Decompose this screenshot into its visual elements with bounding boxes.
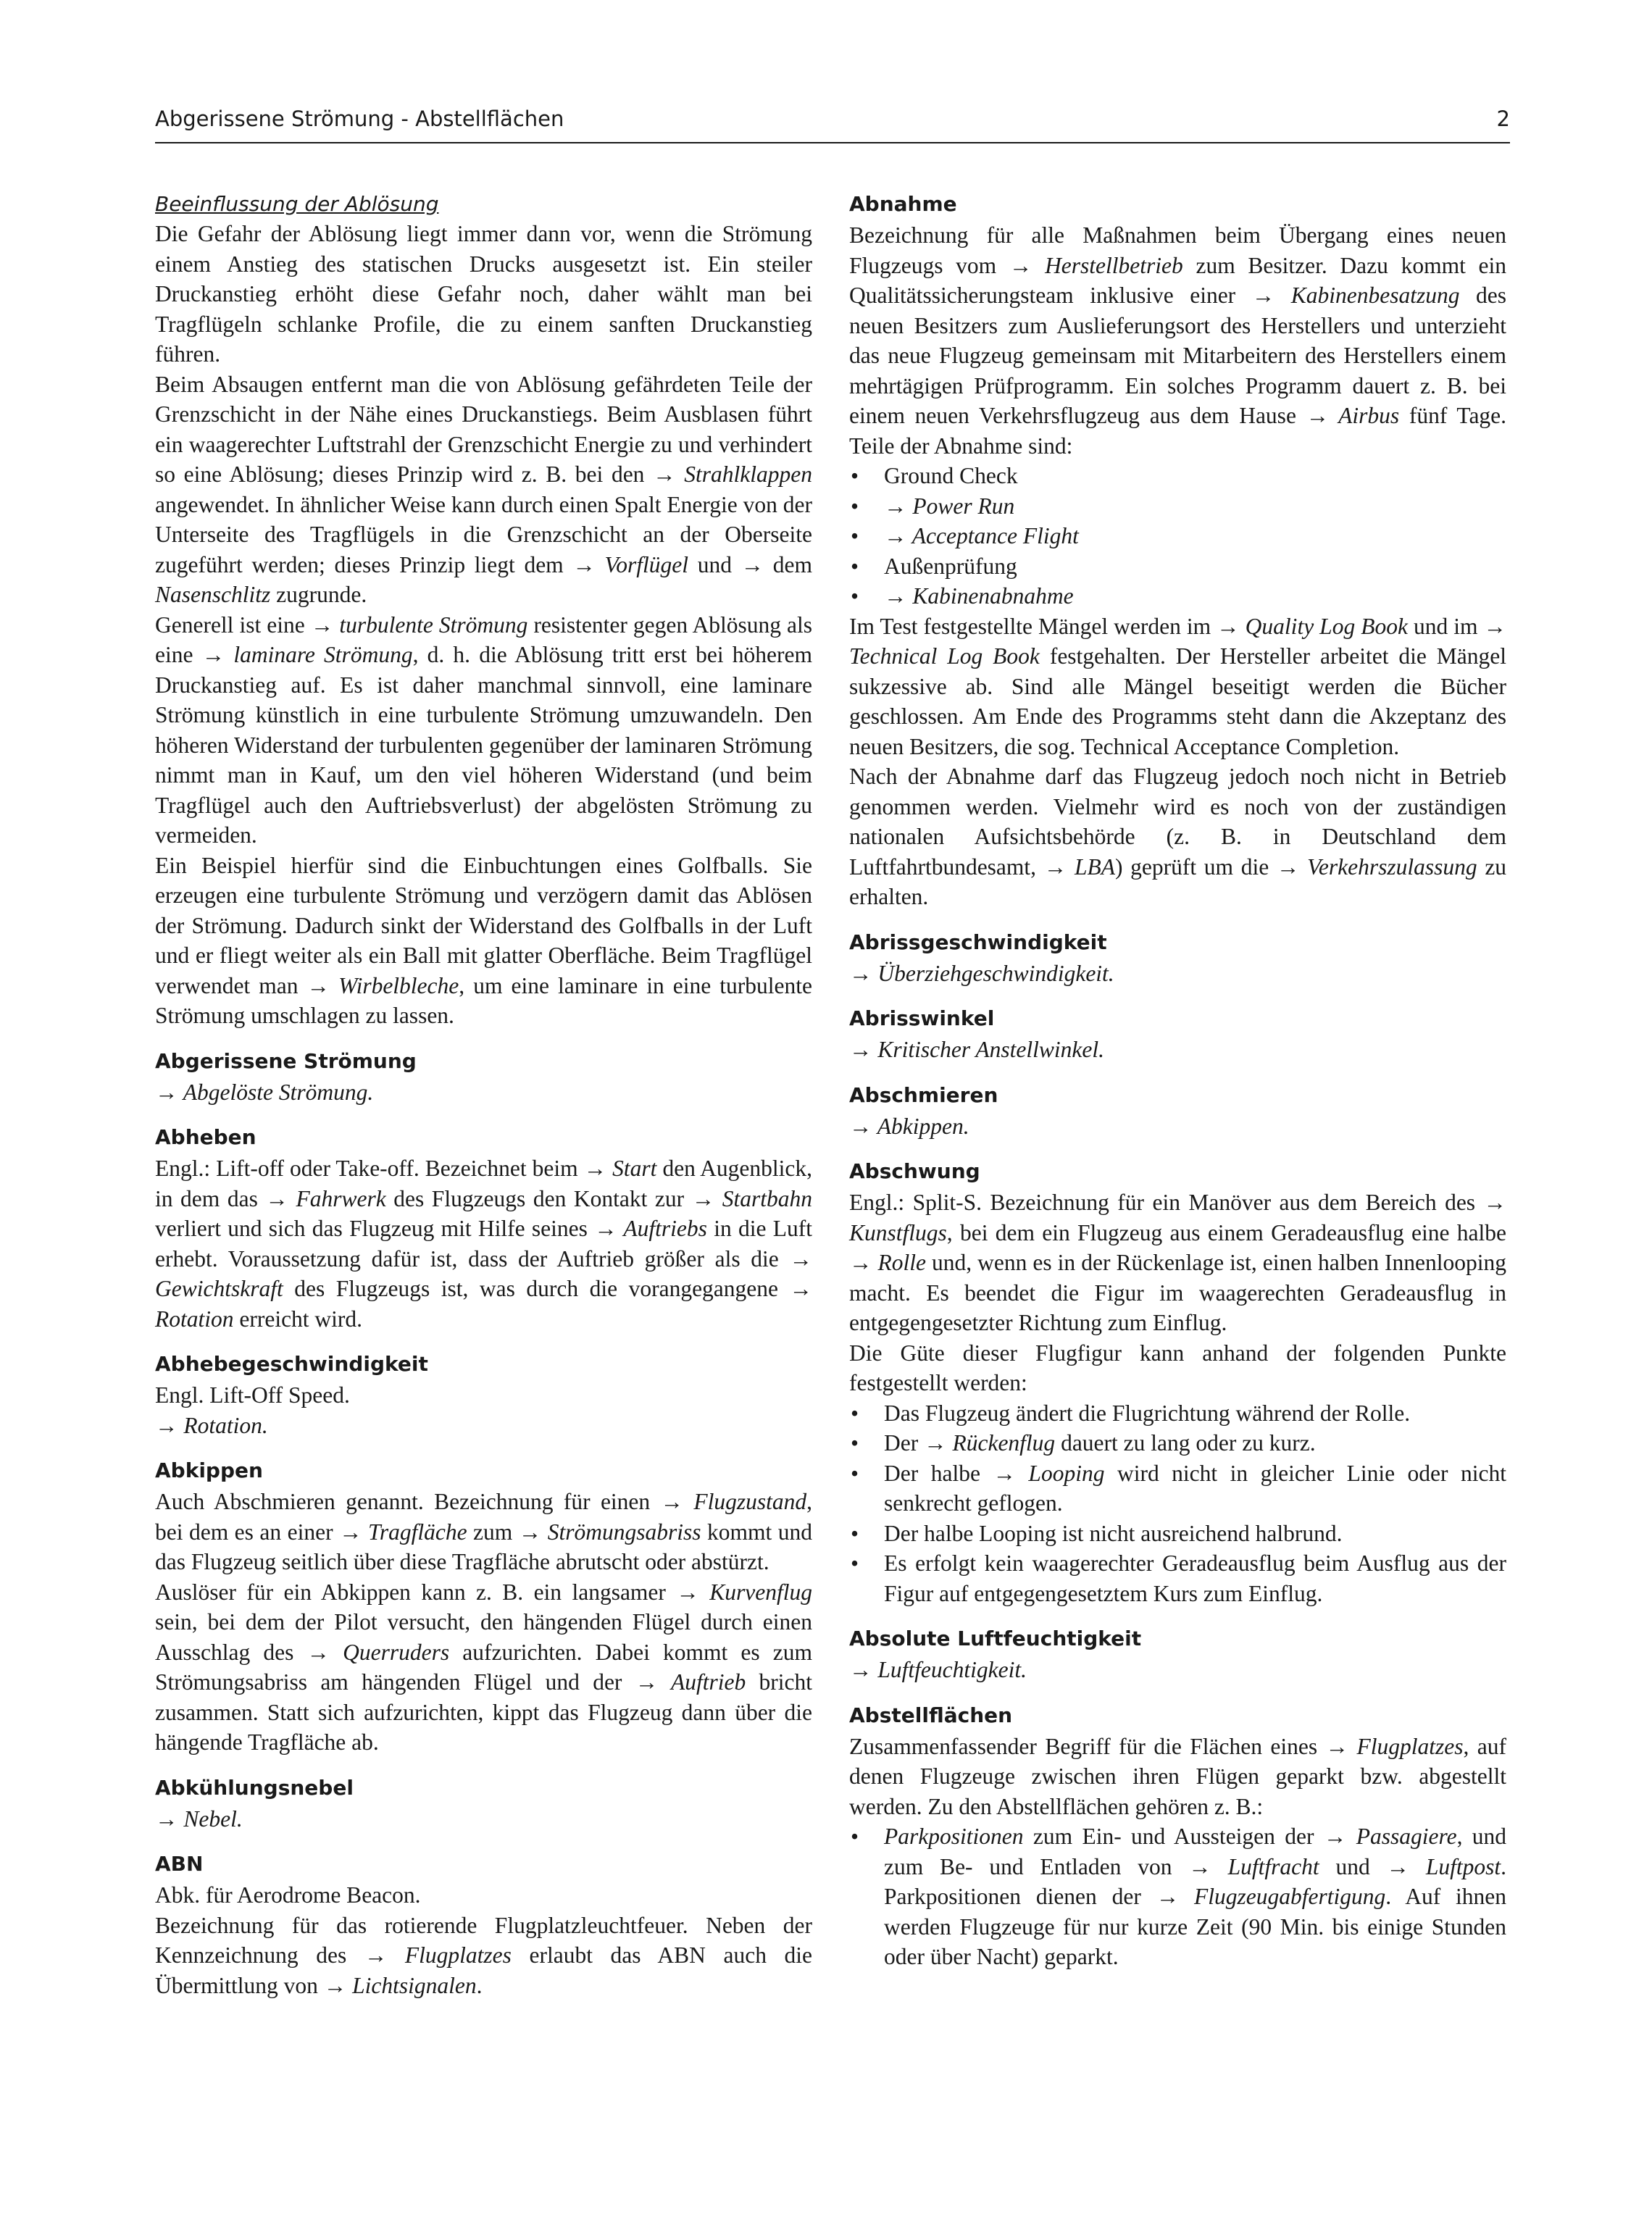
abn-text-1: Abk. für Aerodrome Beacon. (155, 1882, 421, 1908)
ablosung-paragraph-2: Beim Absaugen entfernt man die von Ablösung gefährdeten Teile der Grenzschicht in der Nähe eines Druckanstiegs. Beim Ausblasen führt ein waagerechter Luftstrahl der Grenzschicht Energie zu und verhindert so eine Ablösung; dieses Prinzip wird z. B. bei den → Strahlklappen angewendet. In ähnlicher Weise kann durch einen Spalt Energie von der Unterseite des Tragflügels in die Grenzschicht an der Oberseite zugeführt werden; dieses Prinzip liegt dem → Vorflügel und → dem Nasenschlitz zugrunde. (155, 371, 813, 607)
abnahme-text-2: Im Test festgestellte Mängel werden im → Quality Log Book und im → Technical Log Book festgehalten. Der Hersteller arbeitet die Mängel sukzessive ab. Sind alle Mängel beseitigt werden die Bücher geschlossen. Am Ende des Programms steht dann die Akzeptanz des neuen Besitzers, die sog. Technical Acceptance Completion. (849, 613, 1507, 759)
cross-ref-link[interactable]: → Flugplatzes (1325, 1733, 1464, 1759)
entry-heading-abhebegeschwindigkeit: Abhebegeschwindigkeit (155, 1352, 428, 1376)
cross-ref-link[interactable]: → Strahlklappen (653, 462, 813, 487)
entry-heading-abgerissene-stroemung: Abgerissene Strömung (155, 1048, 417, 1073)
cross-ref-link[interactable]: → Überziehgeschwindigkeit. (849, 960, 1114, 986)
cross-ref-link[interactable]: → Luftfracht (1188, 1853, 1319, 1879)
cross-ref-link[interactable]: → Rotation (155, 1276, 813, 1332)
entry-heading-abrissgeschwindigkeit: Abrissgeschwindigkeit (849, 930, 1107, 954)
entry-heading-abstellflaechen: Abstellflächen (849, 1703, 1013, 1727)
cross-ref-link[interactable]: → Kritischer Anstellwinkel. (849, 1037, 1105, 1062)
cross-ref-link[interactable]: → Airbus (1306, 403, 1400, 428)
cross-ref-link[interactable]: → Kabinenbesatzung (1251, 283, 1460, 308)
cross-ref-link[interactable]: → Quality Log Book (1217, 613, 1408, 639)
entry-heading-abheben: Abheben (155, 1125, 256, 1149)
left-column (155, 190, 812, 2000)
cross-ref-link[interactable]: → Fahrwerk (265, 1185, 386, 1211)
cross-ref-link[interactable]: → Gewichtskraft (155, 1245, 812, 1301)
cross-ref-link[interactable]: → Flugplatzes (364, 1942, 512, 1968)
cross-ref-link[interactable]: → Kurvenflug (676, 1579, 812, 1605)
abnahme-text-1: Bezeichnung für alle Maßnahmen beim Übergang eines neuen Flugzeugs vom → Herstellbetrieb zum Besitzer. Dazu kommt ein Qualitätssicherungsteam inklusive einer → Kabinenbesatzung des neuen Besitzers zum Auslieferungsort des Herstellers und unterzieht das neue Flugzeug gemeinsam mit Mitarbeitern des Herstellers einem mehrtägigen Prüfprogramm. Ein solches Programm dauert z. B. bei einem neuen Verkehrsflugzeug aus dem Hause → Airbus fünf Tage. Teile der Abnahme sind: (849, 222, 1507, 459)
abhebegeschwindigkeit-text: Engl. Lift-Off Speed. (155, 1382, 350, 1408)
entry-heading-absolute-luftfeuchtigkeit: Absolute Luftfeuchtigkeit (849, 1627, 1142, 1650)
cross-ref-link[interactable]: → Flugzustand (660, 1489, 807, 1514)
cross-ref-link[interactable]: → Abgelöste Strömung. (155, 1079, 374, 1105)
cross-ref-link[interactable]: → Wirbelbleche (306, 972, 459, 998)
cross-ref-link[interactable]: → Abkippen. (849, 1113, 969, 1139)
list-item: • Das Flugzeug ändert die Flugrichtung während der Rolle. (849, 1398, 1506, 1429)
cross-ref-link[interactable]: Parkpositionen (884, 1824, 1024, 1849)
list-item: • Parkpositionen zum Ein- und Aussteigen der → Passagiere, und zum Be- und Entladen von → Luftfracht und → Luftpost. Parkpositionen dienen der → Flugzeugabfertigung. Auf ihnen werden Flugzeuge für nur kurze Zeit (90 Min. bis einige Stunden oder über Nacht) geparkt. (849, 1821, 1506, 1972)
abn-text-2: Bezeichnung für das rotierende Flugplatzleuchtfeuer. Neben der Kennzeichnung des → Flugplatzes erlaubt das ABN auch die Übermittlung von → Lichtsignalen. (155, 1912, 813, 1998)
cross-ref-link[interactable]: → Luftpost (1386, 1853, 1501, 1879)
ablosung-paragraph-4: Ein Beispiel hierfür sind die Einbuchtungen eines Golfballs. Sie erzeugen eine turbulente Strömung und verzögern damit das Ablösen der Strömung. Dadurch sinkt der Widerstand des Golfballs in der Luft und er fliegt weiter als ein Ball mit glatter Oberfläche. Beim Tragflügel verwendet man → Wirbelbleche, um eine laminare in eine turbulente Strömung umschlagen zu lassen. (155, 852, 812, 1028)
abstellflaechen-list (849, 1821, 1506, 1972)
list-item[interactable]: • → Acceptance Flight (849, 521, 1506, 551)
right-column (849, 190, 1506, 1972)
cross-ref-link[interactable]: → Verkehrszulassung (1276, 853, 1477, 880)
abschwung-list (849, 1398, 1506, 1609)
cross-ref-link[interactable]: → Startbahn (691, 1185, 813, 1211)
cross-ref-link[interactable]: → Rückenflug (924, 1430, 1056, 1456)
list-item: • Außenprüfung (849, 551, 1506, 582)
abheben-text: Engl.: Lift-off oder Take-off. Bezeichnet beim → Start den Augenblick, in dem das → Fahrwerk des Flugzeugs den Kontakt zur → Startbahn verliert und sich das Flugzeug mit Hilfe seines → Auftriebs in die Luft erhebt. Voraussetzung dafür ist, dass der Auftrieb größer als die → Gewichtskraft des Flugzeugs ist, was durch die vorangegangene → Rotation erreicht wird. (155, 1156, 813, 1332)
ablosung-paragraph-3: Generell ist eine → turbulente Strömung resistenter gegen Ablösung als eine → laminare Strömung, d. h. die Ablösung tritt erst bei höherem Druckanstieg auf. Es ist daher manchmal sinnvoll, eine laminare Strömung künstlich in eine turbulente Strömung umzuwandeln. Den höheren Widerstand der turbulenten gegenüber der laminaren Strömung nimmt man in Kauf, um den viel höheren Widerstand (und beim Tragflügel auch den Auftriebsverlust) der abgelösten Strömung zu vermeiden. (155, 611, 812, 848)
entry-heading-abnahme: Abnahme (849, 192, 957, 216)
abschwung-text-1: Engl.: Split-S. Bezeichnung für ein Manöver aus dem Bereich des → Kunstflugs, bei dem ein Flugzeug aus einem Geradeausflug eine halbe → Rolle und, wenn es in der Rückenlage ist, einen halben Innenlooping macht. Es beendet die Figur im waagerechten Geradeausflug in entgegengesetzter Richtung zum Einflug. (849, 1190, 1507, 1335)
entry-heading-abschwung: Abschwung (849, 1159, 980, 1183)
abnahme-text-3: Nach der Abnahme darf das Flugzeug jedoch noch nicht in Betrieb genommen werden. Vielmehr wird es noch von der zuständigen nationalen Aufsichtsbehörde (z. B. in Deutschland dem Luftfahrtbundesamt, → LBA) geprüft um die → Verkehrszulassung zu erhalten. (849, 764, 1507, 909)
page-header (155, 103, 1510, 135)
cross-ref-link[interactable]: → Auftrieb (635, 1669, 746, 1695)
cross-ref-link[interactable]: → Rolle (849, 1250, 926, 1275)
cross-ref-link[interactable]: → Luftfeuchtigkeit. (849, 1657, 1027, 1682)
cross-ref-link[interactable]: → Rotation. (155, 1412, 268, 1438)
ablosung-paragraph-1: Die Gefahr der Ablösung liegt immer dann vor, wenn die Strömung einem Anstieg des statischen Drucks ausgesetzt ist. Ein steiler Druckanstieg erhöht diese Gefahr noch, daher wählt man bei Tragflügeln schlanke Profile, die zu einem sanften Druckanstieg führen. (155, 221, 812, 367)
cross-ref-link[interactable]: → Herstellbetrieb (1009, 252, 1183, 278)
cross-ref-link[interactable]: → Nebel. (155, 1806, 243, 1832)
entry-heading-abn: ABN (155, 1852, 204, 1876)
cross-ref-link[interactable]: → Looping (993, 1460, 1105, 1486)
entry-heading-abkuehlungsnebel: Abkühlungsnebel (155, 1775, 354, 1800)
list-item: • Der → Rückenflug dauert zu lang oder zu kurz. (849, 1428, 1506, 1458)
list-item[interactable]: • → Power Run (849, 491, 1506, 522)
running-title: Abgerissene Strömung - Abstellflächen (155, 107, 564, 131)
list-item: • Es erfolgt kein waagerechter Geradeausflug beim Ausflug aus der Figur auf entgegengesetztem Kurs zum Einflug. (849, 1548, 1506, 1608)
list-item: • Der halbe → Looping wird nicht in gleicher Linie oder nicht senkrecht geflogen. (849, 1458, 1506, 1519)
cross-ref-link[interactable]: → Start (583, 1156, 657, 1181)
abstellflaechen-text: Zusammenfassender Begriff für die Flächen eines → Flugplatzes, auf denen Flugzeuge zwischen ihren Flügen geparkt bzw. abgestellt werden. Zu den Abstellflächen gehören z. B.: (849, 1733, 1507, 1819)
cross-ref-link[interactable]: → Vorflügel (572, 551, 689, 577)
cross-ref-link[interactable]: → Querruders (306, 1639, 450, 1665)
entry-heading-abschmieren: Abschmieren (849, 1082, 998, 1107)
list-item: • Der halbe Looping ist nicht ausreichend halbrund. (849, 1519, 1506, 1549)
cross-ref-link[interactable]: → LBA (1043, 853, 1115, 880)
abkippen-text-2: Auslöser für ein Abkippen kann z. B. ein langsamer → Kurvenflug sein, bei dem der Pilot versucht, den hängenden Flügel durch einen Ausschlag des → Querruders aufzurichten. Dabei kommt es zum Strömungsabriss am hängenden Flügel und der → Auftrieb bricht zusammen. Statt sich aufzurichten, kippt das Flugzeug dann über die hängende Tragfläche ab. (155, 1579, 813, 1755)
cross-ref-link[interactable]: → Passagiere (1323, 1824, 1457, 1849)
cross-ref-link[interactable]: → Tragfläche (339, 1519, 467, 1545)
cross-ref-link[interactable]: Nasenschlitz (155, 582, 271, 607)
entry-heading-abrisswinkel: Abrisswinkel (849, 1006, 995, 1030)
cross-ref-link[interactable]: → Technical Log Book (849, 613, 1507, 669)
header-rule (155, 142, 1510, 143)
entry-heading-abkippen: Abkippen (155, 1458, 263, 1482)
cross-ref-link[interactable]: → Flugzeugabfertigung (1156, 1884, 1386, 1909)
cross-ref-link[interactable]: → Kunstflugs (849, 1190, 1507, 1245)
list-item: • Ground Check (849, 461, 1506, 491)
abkippen-text-1: Auch Abschmieren genannt. Bezeichnung für einen → Flugzustand, bei dem es an einer → Tragfläche zum → Strömungsabriss kommt und das Flugzeug seitlich über diese Tragfläche abrutscht oder abstürzt. (155, 1489, 813, 1574)
cross-ref-link[interactable]: → Lichtsignalen (323, 1972, 477, 1998)
cross-ref-link[interactable]: → Strömungsabriss (518, 1519, 701, 1545)
cross-ref-link[interactable]: → Auftriebs (594, 1216, 707, 1241)
cross-ref-link[interactable]: → laminare Strömung (201, 642, 413, 667)
subheading-ablosung: Beeinflussung der Ablösung (155, 192, 439, 216)
list-item[interactable]: • → Kabinenabnahme (849, 581, 1506, 611)
page-number: 2 (1496, 107, 1510, 131)
cross-ref-link[interactable]: → turbulente Strömung (310, 611, 528, 638)
abnahme-list (849, 461, 1506, 611)
abschwung-text-2: Die Güte dieser Flugfigur kann anhand der folgenden Punkte festgestellt werden: (849, 1340, 1506, 1395)
